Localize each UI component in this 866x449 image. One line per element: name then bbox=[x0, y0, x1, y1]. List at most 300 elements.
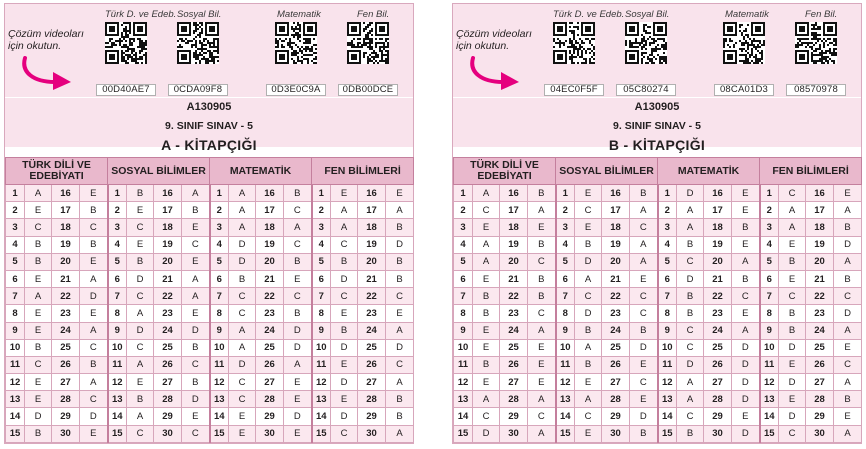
question-number: 2 bbox=[760, 202, 779, 219]
question-number: 29 bbox=[704, 408, 732, 425]
answer-letter: D bbox=[284, 408, 312, 425]
qr-code-id: 05C80274 bbox=[616, 84, 676, 96]
qr-code-icon[interactable] bbox=[275, 22, 317, 64]
question-number: 1 bbox=[658, 185, 677, 202]
answer-letter: C bbox=[25, 219, 52, 236]
question-number: 19 bbox=[500, 236, 528, 253]
question-number: 7 bbox=[312, 288, 331, 305]
subject-header: SOSYAL BİLİMLER bbox=[108, 158, 210, 185]
question-number: 8 bbox=[108, 305, 127, 322]
question-number: 8 bbox=[210, 305, 229, 322]
question-number: 10 bbox=[658, 339, 677, 356]
question-number: 13 bbox=[6, 391, 25, 408]
qr-subject-label: Matematik bbox=[725, 9, 769, 20]
question-number: 25 bbox=[256, 339, 284, 356]
qr-code-icon[interactable] bbox=[723, 22, 765, 64]
answer-letter: C bbox=[80, 391, 108, 408]
question-number: 15 bbox=[312, 425, 331, 442]
table-row bbox=[6, 356, 414, 373]
answer-letter: E bbox=[182, 305, 210, 322]
question-number: 8 bbox=[6, 305, 25, 322]
answer-letter: D bbox=[25, 408, 52, 425]
answer-letter: E bbox=[779, 356, 806, 373]
answer-letter: B bbox=[834, 270, 862, 287]
answer-letter: C bbox=[127, 425, 154, 442]
question-number: 24 bbox=[256, 322, 284, 339]
answer-letter: B bbox=[834, 219, 862, 236]
qr-subject-label: Fen Bil. bbox=[805, 9, 838, 20]
question-number: 20 bbox=[52, 253, 80, 270]
answer-letter: E bbox=[473, 270, 500, 287]
question-number: 11 bbox=[454, 356, 473, 373]
question-number: 30 bbox=[154, 425, 182, 442]
question-number: 18 bbox=[154, 219, 182, 236]
answer-letter: C bbox=[677, 408, 704, 425]
question-number: 29 bbox=[500, 408, 528, 425]
answer-letter: D bbox=[575, 253, 602, 270]
question-number: 16 bbox=[358, 185, 386, 202]
qr-code-id: 0CDA09F8 bbox=[168, 84, 228, 96]
question-number: 3 bbox=[760, 219, 779, 236]
answer-letter: B bbox=[25, 236, 52, 253]
qr-code-id: 0D3E0C9A bbox=[266, 84, 326, 96]
question-number: 13 bbox=[556, 391, 575, 408]
answer-letter: E bbox=[732, 185, 760, 202]
question-number: 29 bbox=[52, 408, 80, 425]
question-number: 19 bbox=[602, 236, 630, 253]
table-row bbox=[6, 219, 414, 236]
question-number: 28 bbox=[52, 391, 80, 408]
question-number: 14 bbox=[312, 408, 331, 425]
answer-letter: B bbox=[528, 288, 556, 305]
answer-letter: A bbox=[473, 391, 500, 408]
answer-letter: E bbox=[834, 185, 862, 202]
answer-letter: D bbox=[630, 339, 658, 356]
question-number: 20 bbox=[358, 253, 386, 270]
answer-letter: B bbox=[386, 219, 414, 236]
question-number: 7 bbox=[108, 288, 127, 305]
question-number: 15 bbox=[108, 425, 127, 442]
qr-code-icon[interactable] bbox=[347, 22, 389, 64]
question-number: 18 bbox=[602, 219, 630, 236]
answer-letter: A bbox=[732, 253, 760, 270]
answer-letter: B bbox=[528, 270, 556, 287]
table-row bbox=[6, 408, 414, 425]
answer-letter: C bbox=[331, 425, 358, 442]
question-number: 20 bbox=[704, 253, 732, 270]
question-number: 2 bbox=[556, 202, 575, 219]
question-number: 6 bbox=[6, 270, 25, 287]
question-number: 25 bbox=[806, 339, 834, 356]
answer-letter: E bbox=[732, 236, 760, 253]
answer-letter: C bbox=[677, 322, 704, 339]
question-number: 11 bbox=[556, 356, 575, 373]
answer-letter: A bbox=[677, 374, 704, 391]
answer-letter: C bbox=[229, 288, 256, 305]
answer-letter: E bbox=[182, 253, 210, 270]
question-number: 3 bbox=[6, 219, 25, 236]
question-number: 10 bbox=[556, 339, 575, 356]
question-number: 1 bbox=[210, 185, 229, 202]
table-row bbox=[454, 408, 862, 425]
answer-letter: A bbox=[677, 219, 704, 236]
question-number: 26 bbox=[602, 356, 630, 373]
answer-letter: E bbox=[575, 374, 602, 391]
question-number: 27 bbox=[806, 374, 834, 391]
answer-letter: A bbox=[80, 270, 108, 287]
answer-letter: E bbox=[473, 322, 500, 339]
answer-letter: A bbox=[473, 185, 500, 202]
question-number: 10 bbox=[108, 339, 127, 356]
question-number: 17 bbox=[704, 202, 732, 219]
answer-letter: A bbox=[630, 236, 658, 253]
answer-letter: B bbox=[25, 253, 52, 270]
answer-letter: D bbox=[331, 408, 358, 425]
answer-letter: E bbox=[779, 270, 806, 287]
answer-letter: C bbox=[528, 408, 556, 425]
question-number: 15 bbox=[760, 425, 779, 442]
answer-letter: C bbox=[732, 288, 760, 305]
qr-code-icon[interactable] bbox=[177, 22, 219, 64]
answer-letter: B bbox=[284, 253, 312, 270]
answer-letter: E bbox=[732, 408, 760, 425]
question-number: 5 bbox=[454, 253, 473, 270]
question-number: 29 bbox=[602, 408, 630, 425]
question-number: 7 bbox=[760, 288, 779, 305]
answer-letter: C bbox=[182, 236, 210, 253]
question-number: 14 bbox=[210, 408, 229, 425]
qr-code-icon[interactable] bbox=[625, 22, 667, 64]
answer-letter: E bbox=[25, 202, 52, 219]
question-number: 8 bbox=[760, 305, 779, 322]
question-number: 3 bbox=[556, 219, 575, 236]
answer-letter: E bbox=[229, 408, 256, 425]
answer-letter: A bbox=[386, 374, 414, 391]
qr-subject-label: Fen Bil. bbox=[357, 9, 390, 20]
question-number: 18 bbox=[52, 219, 80, 236]
answer-letter: E bbox=[528, 219, 556, 236]
panel-header-area bbox=[453, 4, 861, 153]
qr-subject-label: Türk D. ve Edeb. bbox=[105, 9, 177, 20]
exam-code: A130905 bbox=[634, 101, 680, 113]
answer-letter: E bbox=[528, 339, 556, 356]
table-row bbox=[454, 391, 862, 408]
answer-letter: D bbox=[331, 270, 358, 287]
qr-code-icon[interactable] bbox=[795, 22, 837, 64]
question-number: 25 bbox=[154, 339, 182, 356]
question-number: 15 bbox=[658, 425, 677, 442]
table-row bbox=[454, 356, 862, 373]
answer-letter: A bbox=[284, 219, 312, 236]
answer-letter: B bbox=[127, 391, 154, 408]
answer-key-table bbox=[5, 157, 414, 443]
answer-letter: D bbox=[284, 339, 312, 356]
answer-letter: B bbox=[182, 202, 210, 219]
answer-letter: B bbox=[575, 322, 602, 339]
answer-letter: E bbox=[473, 219, 500, 236]
table-row bbox=[6, 425, 414, 442]
question-number: 17 bbox=[154, 202, 182, 219]
question-number: 20 bbox=[256, 253, 284, 270]
question-number: 26 bbox=[704, 356, 732, 373]
question-number: 20 bbox=[500, 253, 528, 270]
question-number: 6 bbox=[658, 270, 677, 287]
answer-letter: E bbox=[331, 356, 358, 373]
answer-letter: A bbox=[80, 374, 108, 391]
answer-letter: A bbox=[331, 202, 358, 219]
question-number: 28 bbox=[256, 391, 284, 408]
question-number: 24 bbox=[52, 322, 80, 339]
question-number: 10 bbox=[6, 339, 25, 356]
question-number: 14 bbox=[760, 408, 779, 425]
question-number: 12 bbox=[312, 374, 331, 391]
answer-letter: C bbox=[331, 236, 358, 253]
answer-letter: A bbox=[284, 356, 312, 373]
question-number: 28 bbox=[806, 391, 834, 408]
answer-letter: D bbox=[779, 339, 806, 356]
question-number: 30 bbox=[358, 425, 386, 442]
answer-letter: E bbox=[25, 305, 52, 322]
question-number: 30 bbox=[256, 425, 284, 442]
answer-letter: D bbox=[677, 270, 704, 287]
answer-letter: B bbox=[386, 391, 414, 408]
answer-letter: C bbox=[575, 202, 602, 219]
question-number: 17 bbox=[602, 202, 630, 219]
answer-letter: A bbox=[528, 202, 556, 219]
curved-arrow-icon bbox=[467, 56, 523, 90]
qr-subject-label: Matematik bbox=[277, 9, 321, 20]
question-number: 22 bbox=[358, 288, 386, 305]
answer-letter: A bbox=[528, 391, 556, 408]
answer-letter: D bbox=[127, 322, 154, 339]
question-number: 27 bbox=[52, 374, 80, 391]
question-number: 4 bbox=[108, 236, 127, 253]
question-number: 24 bbox=[154, 322, 182, 339]
answer-letter: B bbox=[80, 356, 108, 373]
question-number: 10 bbox=[454, 339, 473, 356]
answer-letter: A bbox=[575, 391, 602, 408]
answer-letter: A bbox=[630, 253, 658, 270]
answer-letter: E bbox=[331, 185, 358, 202]
answer-letter: D bbox=[473, 425, 500, 442]
answer-letter: A bbox=[386, 425, 414, 442]
question-number: 29 bbox=[358, 408, 386, 425]
question-number: 9 bbox=[312, 322, 331, 339]
question-number: 28 bbox=[154, 391, 182, 408]
answer-letter: C bbox=[386, 356, 414, 373]
answer-letter: E bbox=[528, 356, 556, 373]
answer-letter: B bbox=[229, 270, 256, 287]
answer-letter: A bbox=[575, 270, 602, 287]
answer-letter: A bbox=[473, 236, 500, 253]
table-row bbox=[6, 374, 414, 391]
answer-letter: C bbox=[331, 288, 358, 305]
answer-letter: B bbox=[528, 185, 556, 202]
question-number: 18 bbox=[500, 219, 528, 236]
question-number: 13 bbox=[108, 391, 127, 408]
answer-letter: C bbox=[779, 185, 806, 202]
question-number: 3 bbox=[454, 219, 473, 236]
question-number: 2 bbox=[210, 202, 229, 219]
question-number: 25 bbox=[602, 339, 630, 356]
answer-letter: D bbox=[229, 236, 256, 253]
question-number: 27 bbox=[602, 374, 630, 391]
answer-letter: E bbox=[80, 185, 108, 202]
answer-letter: D bbox=[677, 356, 704, 373]
question-number: 30 bbox=[602, 425, 630, 442]
answer-letter: D bbox=[779, 374, 806, 391]
answer-letter: A bbox=[386, 202, 414, 219]
question-number: 19 bbox=[806, 236, 834, 253]
answer-letter: C bbox=[779, 425, 806, 442]
answer-letter: E bbox=[630, 270, 658, 287]
question-number: 27 bbox=[704, 374, 732, 391]
answer-letter: E bbox=[331, 305, 358, 322]
question-number: 26 bbox=[256, 356, 284, 373]
answer-letter: E bbox=[80, 305, 108, 322]
question-number: 23 bbox=[256, 305, 284, 322]
question-number: 6 bbox=[108, 270, 127, 287]
question-number: 21 bbox=[358, 270, 386, 287]
question-number: 25 bbox=[358, 339, 386, 356]
question-number: 4 bbox=[454, 236, 473, 253]
question-number: 16 bbox=[256, 185, 284, 202]
answer-letter: B bbox=[25, 339, 52, 356]
answer-letter: E bbox=[127, 374, 154, 391]
question-number: 1 bbox=[312, 185, 331, 202]
answer-letter: D bbox=[575, 305, 602, 322]
exam-name: 9. SINIF SINAV - 5 bbox=[165, 120, 253, 132]
question-number: 7 bbox=[210, 288, 229, 305]
answer-letter: B bbox=[80, 202, 108, 219]
answer-letter: B bbox=[732, 270, 760, 287]
answer-letter: A bbox=[182, 185, 210, 202]
answer-letter: A bbox=[834, 322, 862, 339]
question-number: 27 bbox=[256, 374, 284, 391]
answer-letter: B bbox=[630, 185, 658, 202]
question-number: 20 bbox=[154, 253, 182, 270]
question-number: 8 bbox=[658, 305, 677, 322]
answer-letter: A bbox=[677, 391, 704, 408]
question-number: 30 bbox=[500, 425, 528, 442]
question-number: 13 bbox=[210, 391, 229, 408]
question-number: 21 bbox=[500, 270, 528, 287]
qr-code-icon[interactable] bbox=[105, 22, 147, 64]
answer-letter: D bbox=[331, 339, 358, 356]
answer-letter: A bbox=[127, 408, 154, 425]
answer-letter: A bbox=[473, 253, 500, 270]
answer-letter: A bbox=[229, 322, 256, 339]
question-number: 4 bbox=[210, 236, 229, 253]
answer-letter: A bbox=[779, 219, 806, 236]
answer-letter: D bbox=[229, 356, 256, 373]
question-number: 23 bbox=[704, 305, 732, 322]
answer-letter: E bbox=[182, 408, 210, 425]
answer-letter: C bbox=[575, 288, 602, 305]
answer-letter: E bbox=[386, 305, 414, 322]
answer-letter: B bbox=[834, 391, 862, 408]
table-row bbox=[6, 288, 414, 305]
question-number: 25 bbox=[52, 339, 80, 356]
answer-letter: D bbox=[229, 253, 256, 270]
answer-letter: B bbox=[386, 270, 414, 287]
answer-letter: A bbox=[834, 374, 862, 391]
question-number: 13 bbox=[658, 391, 677, 408]
answer-letter: B bbox=[677, 425, 704, 442]
answer-letter: C bbox=[229, 374, 256, 391]
answer-letter: D bbox=[779, 408, 806, 425]
video-instruction: Çözüm videoları için okutun. bbox=[456, 28, 532, 52]
question-number: 15 bbox=[210, 425, 229, 442]
table-row bbox=[454, 374, 862, 391]
answer-letter: C bbox=[630, 219, 658, 236]
answer-letter: B bbox=[25, 425, 52, 442]
qr-code-icon[interactable] bbox=[553, 22, 595, 64]
table-row bbox=[454, 219, 862, 236]
answer-letter: E bbox=[284, 425, 312, 442]
question-number: 11 bbox=[760, 356, 779, 373]
question-number: 4 bbox=[312, 236, 331, 253]
question-number: 12 bbox=[108, 374, 127, 391]
qr-code-id: 04EC0F5F bbox=[544, 84, 604, 96]
question-number: 17 bbox=[358, 202, 386, 219]
question-number: 23 bbox=[52, 305, 80, 322]
answer-letter: B bbox=[473, 356, 500, 373]
question-number: 10 bbox=[312, 339, 331, 356]
question-number: 13 bbox=[312, 391, 331, 408]
question-number: 17 bbox=[806, 202, 834, 219]
qr-code-id: 08570978 bbox=[786, 84, 846, 96]
question-number: 1 bbox=[454, 185, 473, 202]
answer-letter: D bbox=[630, 408, 658, 425]
qr-subject-label: Sosyal Bil. bbox=[177, 9, 222, 20]
answer-key-panel-b bbox=[452, 3, 862, 444]
video-instruction: Çözüm videoları için okutun. bbox=[8, 28, 84, 52]
question-number: 1 bbox=[108, 185, 127, 202]
question-number: 19 bbox=[704, 236, 732, 253]
question-number: 26 bbox=[52, 356, 80, 373]
answer-letter: B bbox=[473, 288, 500, 305]
question-number: 5 bbox=[6, 253, 25, 270]
question-number: 25 bbox=[500, 339, 528, 356]
question-number: 22 bbox=[602, 288, 630, 305]
answer-letter: B bbox=[127, 185, 154, 202]
answer-letter: E bbox=[779, 391, 806, 408]
table-row bbox=[454, 322, 862, 339]
answer-letter: C bbox=[528, 305, 556, 322]
answer-letter: C bbox=[834, 288, 862, 305]
answer-letter: C bbox=[630, 374, 658, 391]
question-number: 23 bbox=[154, 305, 182, 322]
answer-letter: B bbox=[331, 322, 358, 339]
question-number: 14 bbox=[6, 408, 25, 425]
answer-letter: B bbox=[528, 236, 556, 253]
question-number: 11 bbox=[312, 356, 331, 373]
answer-letter: C bbox=[528, 253, 556, 270]
answer-letter: B bbox=[284, 185, 312, 202]
question-number: 27 bbox=[154, 374, 182, 391]
answer-letter: E bbox=[182, 219, 210, 236]
answer-letter: A bbox=[331, 219, 358, 236]
answer-letter: B bbox=[80, 236, 108, 253]
question-number: 6 bbox=[556, 270, 575, 287]
question-number: 15 bbox=[556, 425, 575, 442]
question-number: 17 bbox=[500, 202, 528, 219]
question-number: 7 bbox=[658, 288, 677, 305]
answer-letter: E bbox=[127, 202, 154, 219]
question-number: 5 bbox=[658, 253, 677, 270]
answer-letter: C bbox=[677, 339, 704, 356]
